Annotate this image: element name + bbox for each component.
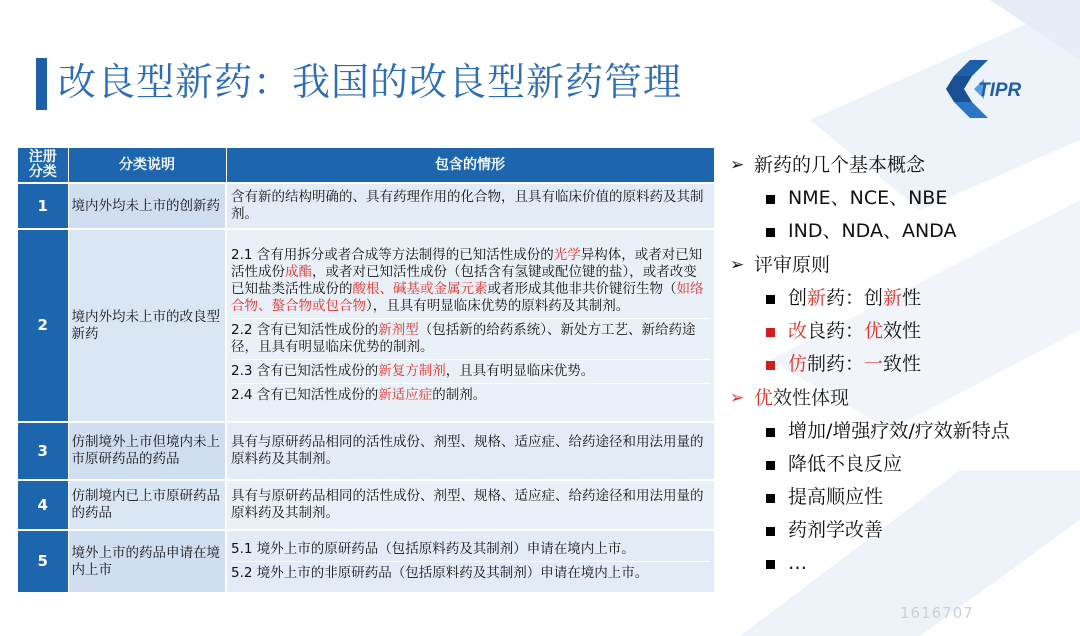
- case-highlight: 光学: [553, 247, 581, 263]
- case-item: [231, 431, 710, 471]
- bullet-highlight: 改: [788, 320, 808, 342]
- case-text: 5.1 境外上市的原研药品（包括原料药及其制剂）申请在境内上市。: [231, 541, 635, 557]
- category-description: 境内外均未上市的改良型新药: [68, 229, 226, 422]
- registration-class-number: 4: [18, 480, 68, 530]
- included-cases: [226, 229, 714, 422]
- bullet-text: 性: [902, 287, 922, 309]
- square-bullet-icon: [766, 228, 775, 237]
- heading-text: 评审原则: [754, 254, 831, 276]
- table-header-row: [18, 148, 714, 183]
- section-heading: [730, 148, 1070, 182]
- slide-title: 改良型新药：我国的改良型新药管理: [58, 60, 683, 104]
- bullet-item-label: [788, 320, 921, 342]
- case-highlight: 新复方制剂: [378, 363, 446, 379]
- arrow-bullet-icon: ➢: [730, 255, 745, 275]
- square-bullet-icon: [766, 361, 775, 370]
- case-item: [231, 485, 710, 525]
- title-accent-bar: [36, 58, 47, 110]
- case-highlight: 成酯: [285, 264, 312, 280]
- bullet-text: NME、NCE、NBE: [788, 187, 948, 209]
- table-row: [18, 530, 714, 592]
- bullet-item: [730, 514, 1070, 547]
- case-text: 5.2 境外上市的非原研药品（包括原料药及其制剂）申请在境内上市。: [231, 565, 649, 581]
- section-heading-label: [754, 154, 925, 176]
- bullet-item: [730, 282, 1070, 315]
- included-cases: [226, 183, 714, 229]
- section-heading-label: [754, 387, 849, 409]
- bullet-item: [730, 448, 1070, 481]
- case-text: 的制剂。: [432, 387, 487, 403]
- table-row: [18, 229, 714, 422]
- concepts-panel: [730, 148, 1070, 580]
- square-bullet-icon: [766, 461, 775, 470]
- case-highlight: 如络合物、螯合物或包合物: [231, 281, 704, 314]
- case-item: [231, 383, 710, 407]
- case-text: 2.2 含有已知活性成份的: [231, 322, 379, 338]
- bullet-item-label: [788, 420, 1010, 442]
- watermark-text: 1616707: [900, 604, 974, 622]
- heading-text: 新药的几个基本概念: [754, 154, 926, 176]
- bullet-text: 降低不良反应: [788, 453, 903, 475]
- included-cases: [226, 530, 714, 592]
- bullet-highlight: 仿: [788, 353, 808, 375]
- bullet-item: [730, 481, 1070, 514]
- bullet-item: [730, 415, 1070, 448]
- square-bullet-icon: [766, 295, 775, 304]
- case-text: ，或者对已知活性成份（包括含有氢键或配位键的盐），或者改变已知盐类活性成份的: [231, 264, 697, 297]
- bullet-text: 良药：: [807, 320, 865, 342]
- case-text: 异构体，或者对已知活性成份: [231, 247, 703, 280]
- bullet-highlight: 优: [864, 320, 884, 342]
- case-highlight: 酸根、碱基或金属元素: [352, 281, 488, 297]
- registration-class-number: 5: [18, 530, 68, 592]
- bullet-text: 制药：: [807, 353, 865, 375]
- included-cases: [226, 480, 714, 530]
- bullet-item: [730, 182, 1070, 215]
- bullet-text: 效性: [883, 320, 922, 342]
- arrow-bullet-icon: ➢: [730, 155, 745, 175]
- bullet-item: [730, 215, 1070, 248]
- square-bullet-icon: [766, 428, 775, 437]
- header-registration-class: 注册 分类: [18, 148, 68, 183]
- bullet-item-label: [788, 453, 902, 475]
- section-heading: [730, 381, 1070, 415]
- included-cases: [226, 422, 714, 480]
- heading-highlight: 优: [754, 387, 774, 409]
- square-bullet-icon: [766, 494, 775, 503]
- bullet-item-label: [788, 220, 956, 242]
- case-text: 或者形成其他非共价键衍生物（: [487, 281, 677, 297]
- table-row: [18, 183, 714, 229]
- svg-text:TIPR: TIPR: [978, 80, 1022, 101]
- case-item: [231, 561, 710, 585]
- category-description: 境外上市的药品申请在境内上市: [68, 530, 226, 592]
- tipr-logo: [944, 60, 1040, 118]
- bullet-text: 增加/增强疗效/疗效新特点: [788, 420, 1010, 442]
- case-text: ，且具有明显临床优势。: [445, 363, 595, 379]
- registration-class-number: 3: [18, 422, 68, 480]
- case-item: [231, 359, 710, 383]
- bullet-item-label: [788, 287, 921, 309]
- bullet-item: [730, 315, 1070, 348]
- registration-class-number: 2: [18, 229, 68, 422]
- registration-classification-table: [18, 148, 715, 592]
- bullet-item-label: [788, 353, 921, 375]
- case-item: [231, 538, 710, 561]
- heading-text: 效性体现: [773, 387, 850, 409]
- bullet-text: 药：创: [826, 287, 884, 309]
- header-category-description: 分类说明: [68, 148, 226, 183]
- square-bullet-icon: [766, 527, 775, 536]
- square-bullet-icon: [766, 328, 775, 337]
- arrow-bullet-icon: ➢: [730, 388, 745, 408]
- bullet-highlight: 新: [883, 287, 903, 309]
- table-row: [18, 480, 714, 530]
- case-highlight: 新剂型: [378, 322, 419, 338]
- case-text: 具有与原研药品相同的活性成份、剂型、规格、适应症、给药途径和用法用量的原料药及其制剂。: [231, 488, 704, 521]
- bullet-highlight: 一: [864, 353, 884, 375]
- case-item: [231, 318, 710, 359]
- section-heading: [730, 248, 1070, 282]
- case-item: [231, 244, 710, 318]
- bullet-item-label: [788, 486, 883, 508]
- category-description: 仿制境内已上市原研药品的药品: [68, 480, 226, 530]
- bullet-item-label: [788, 519, 883, 541]
- case-item: [231, 186, 710, 226]
- section-heading-label: [754, 254, 830, 276]
- case-text: 2.3 含有已知活性成份的: [231, 363, 379, 379]
- bullet-text: 致性: [883, 353, 922, 375]
- bullet-text: 创: [788, 287, 808, 309]
- category-description: 境内外均未上市的创新药: [68, 183, 226, 229]
- case-text: （包括新的给药系统）、新处方工艺、新给药途径，且具有明显临床优势的制剂。: [231, 322, 696, 355]
- bullet-item: [730, 547, 1070, 580]
- bullet-item-label: [788, 552, 807, 574]
- square-bullet-icon: [766, 560, 775, 569]
- case-text: 含有新的结构明确的、具有药理作用的化合物，且具有临床价值的原料药及其制剂。: [231, 189, 704, 222]
- bullet-text: IND、NDA、ANDA: [788, 220, 957, 242]
- bullet-text: 提高顺应性: [788, 486, 884, 508]
- case-text: 具有与原研药品相同的活性成份、剂型、规格、适应症、给药途径和用法用量的原料药及其制剂。: [231, 434, 704, 467]
- square-bullet-icon: [766, 195, 775, 204]
- bullet-item-label: [788, 187, 947, 209]
- header-included-cases: 包含的情形: [226, 148, 714, 183]
- case-text: 2.4 含有已知活性成份的: [231, 387, 379, 403]
- case-text: ），且具有明显临床优势的原料药及其制剂。: [366, 298, 630, 314]
- bullet-highlight: 新: [807, 287, 827, 309]
- registration-class-number: 1: [18, 183, 68, 229]
- bullet-text: 药剂学改善: [788, 519, 884, 541]
- bullet-text: …: [788, 552, 807, 574]
- table-row: [18, 422, 714, 480]
- category-description: 仿制境外上市但境内未上市原研药品的药品: [68, 422, 226, 480]
- case-text: 2.1 含有用拆分或者合成等方法制得的已知活性成份的: [231, 247, 554, 263]
- bullet-item: [730, 348, 1070, 381]
- case-highlight: 新适应症: [378, 387, 433, 403]
